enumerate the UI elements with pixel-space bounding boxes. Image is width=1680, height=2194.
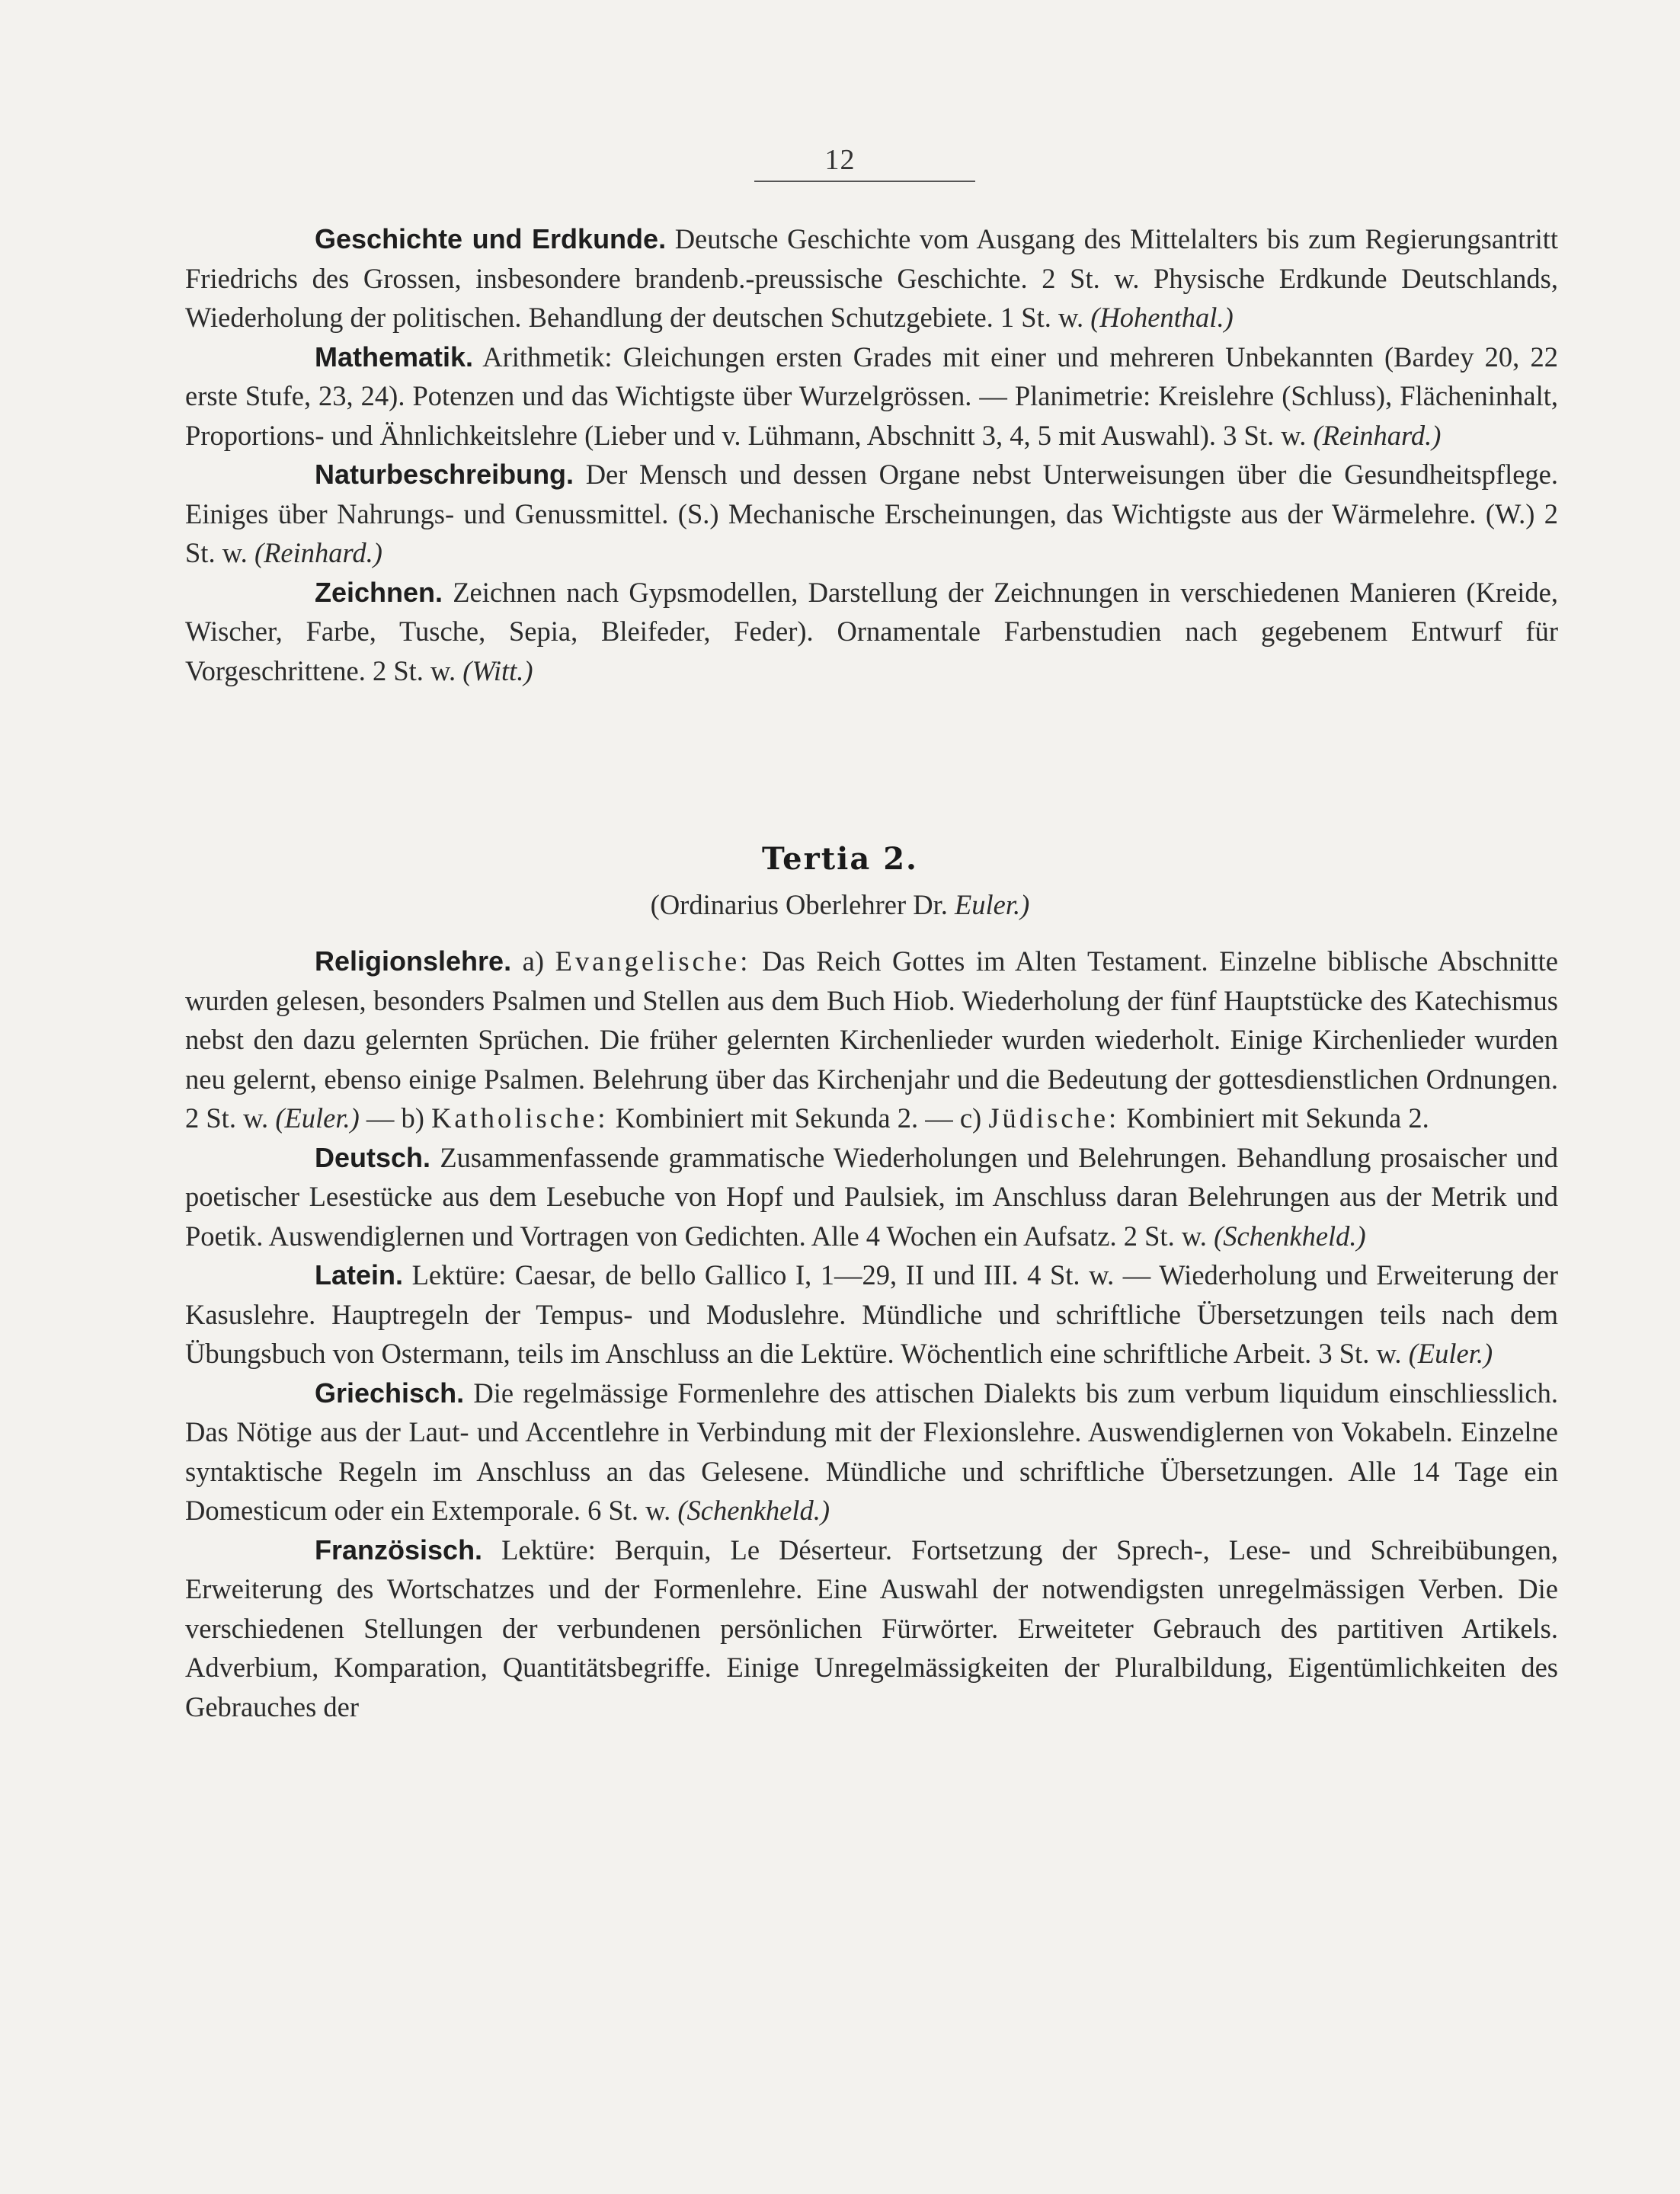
- subject-religionslehre: [185, 942, 1558, 1138]
- subject-heading: Mathematik.: [315, 341, 474, 373]
- subject-zeichnen: [185, 573, 1558, 691]
- part-a-confession: Evangelische:: [555, 945, 751, 977]
- subject-instructor: (Hohenthal.): [1090, 302, 1234, 333]
- section-title: Tertia 2.: [762, 841, 918, 877]
- subject-text: Zeichnen nach Gypsmodellen, Darstellung der Zeichnungen in verschiedenen Manieren (Kreide, Wischer, Farbe, Tusche, Sepia, Bleifeder, Feder). Ornamentale Farbenstudien nach gegebenem Entwurf für Vorgeschrittene. 2 St. w.: [185, 576, 1559, 686]
- part-a-label: a): [522, 945, 545, 977]
- subject-text: Arithmetik: Gleichungen ersten Grades mit einer und mehreren Unbekannten (Bardey 20, 22 erste Stufe, 23, 24). Potenzen und das Wichtigste über Wurzelgrössen. — Planimetrie: Kreislehre (Schluss), Flächeninhalt, Proportions- und Ähnlichkeitslehre (Lieber und v. Lühmann, Abschnitt 3, 4, 5 mit Auswahl). 3 St. w.: [185, 341, 1558, 451]
- subject-text: Die regelmässige Formenlehre des attischen Dialekts bis zum verbum liquidum einschliesslich. Das Nötige aus der Laut- und Accentlehre in Verbindung mit der Flexionslehre. Auswendiglernen von Vokabeln. Einzelne syntaktische Regeln im Anschluss an das Gelesene. Mündliche und schriftliche Übersetzungen. Alle 14 Tage ein Domesticum oder ein Extemporale. 6 St. w.: [185, 1377, 1558, 1526]
- ordinarius-name: Euler.): [955, 889, 1030, 920]
- page-number: 12: [824, 144, 856, 176]
- subject-heading: Deutsch.: [315, 1141, 431, 1173]
- upper-subjects: [185, 219, 1558, 690]
- part-c-confession: Jüdische:: [988, 1102, 1120, 1134]
- subject-text: Lektüre: Berquin, Le Déserteur. Fortsetzung der Sprech-, Lese- und Schreibübungen, Erweiterung des Wortschatzes und der Formenlehre. Eine Auswahl der notwendigsten unregelmässigen Verben. Die verschiedenen Stellungen der verbundenen persönlichen Fürwörter. Erweiteter Gebrauch des partitiven Artikels. Adverbium, Komparation, Quantitätsbegriffe. Einige Unregelmässigkeiten der Pluralbildung, Eigentümlichkeiten des Gebrauches der: [185, 1534, 1559, 1722]
- ordinarius-prefix: (Ordinarius Oberlehrer Dr.: [650, 889, 948, 920]
- subject-heading: Naturbeschreibung.: [315, 459, 574, 490]
- part-b-text: Kombiniert mit Sekunda 2.: [615, 1102, 919, 1134]
- subject-franzoesisch: [185, 1530, 1558, 1727]
- subject-mathematik: [185, 337, 1558, 456]
- subject-text: Der Mensch und dessen Organe nebst Unterweisungen über die Gesundheitspflege. Einiges über Nahrungs- und Genussmittel. (S.) Mechanische Erscheinungen, das Wichtigste aus der Wärmelehre. (W.) 2 St. w.: [185, 459, 1558, 568]
- part-c-label: — c): [925, 1102, 982, 1134]
- section-ordinarius: [0, 888, 1680, 921]
- subject-instructor: (Reinhard.): [1313, 419, 1442, 451]
- part-b-label: — b): [366, 1102, 424, 1134]
- subject-instructor: (Schenkheld.): [677, 1495, 830, 1526]
- subject-heading: Religionslehre.: [315, 945, 512, 977]
- part-a-instructor: (Euler.): [275, 1102, 360, 1134]
- subject-heading: Zeichnen.: [315, 576, 443, 608]
- lower-subjects: [185, 942, 1558, 1726]
- subject-heading: Geschichte und Erdkunde.: [315, 223, 667, 254]
- part-b-confession: Katholische:: [431, 1102, 609, 1134]
- subject-instructor: (Witt.): [462, 654, 533, 686]
- subject-text: Deutsche Geschichte vom Ausgang des Mittelalters bis zum Regierungsantritt Friedrichs des Grossen, insbesondere brandenb.-preussische Geschichte. 2 St. w. Physische Erdkunde Deutschlands, Wiederholung der politischen. Behandlung der deutschen Schutzgebiete. 1 St. w.: [185, 223, 1558, 333]
- subject-griechisch: [185, 1374, 1558, 1530]
- subject-heading: Französisch.: [315, 1534, 483, 1566]
- page-number-rule: [754, 181, 975, 182]
- subject-geschichte: [185, 219, 1558, 337]
- subject-instructor: (Euler.): [1408, 1338, 1493, 1369]
- subject-heading: Griechisch.: [315, 1377, 465, 1409]
- subject-text: Zusammenfassende grammatische Wiederholungen und Belehrungen. Behandlung prosaischer und poetischer Lesestücke aus dem Lesebuche von Hopf und Paulsiek, im Anschluss daran Belehrungen aus der Metrik und Poetik. Auswendiglernen und Vortragen von Gedichten. Alle 4 Wochen ein Aufsatz. 2 St. w.: [185, 1141, 1559, 1252]
- part-a-text: Das Reich Gottes im Alten Testament. Einzelne biblische Abschnitte wurden gelesen, besonders Psalmen und Stellen aus dem Buch Hiob. Wiederholung der fünf Hauptstücke des Katechismus nebst den dazu gelernten Sprüchen. Die früher gelernten Kirchenlieder wurden wiederholt. Einige Kirchenlieder wurden neu gelernt, ebenso einige Psalmen. Belehrung über das Kirchenjahr und die Bedeutung der gottesdienstlichen Ordnungen. 2 St. w.: [185, 945, 1559, 1134]
- subject-instructor: (Reinhard.): [254, 537, 382, 568]
- part-c-text: Kombiniert mit Sekunda 2.: [1126, 1102, 1429, 1134]
- subject-naturbeschreibung: [185, 455, 1558, 573]
- subject-latein: [185, 1255, 1558, 1374]
- subject-heading: Latein.: [315, 1259, 404, 1290]
- subject-deutsch: [185, 1138, 1558, 1256]
- subject-instructor: (Schenkheld.): [1214, 1220, 1366, 1252]
- subject-text: Lektüre: Caesar, de bello Gallico I, 1—29, II und III. 4 St. w. — Wiederholung und Erweiterung der Kasuslehre. Hauptregeln der Tempus- und Moduslehre. Mündliche und schriftliche Übersetzungen teils nach dem Übungsbuch von Ostermann, teils im Anschluss an die Lektüre. Wöchentlich eine schriftliche Arbeit. 3 St. w.: [185, 1259, 1558, 1369]
